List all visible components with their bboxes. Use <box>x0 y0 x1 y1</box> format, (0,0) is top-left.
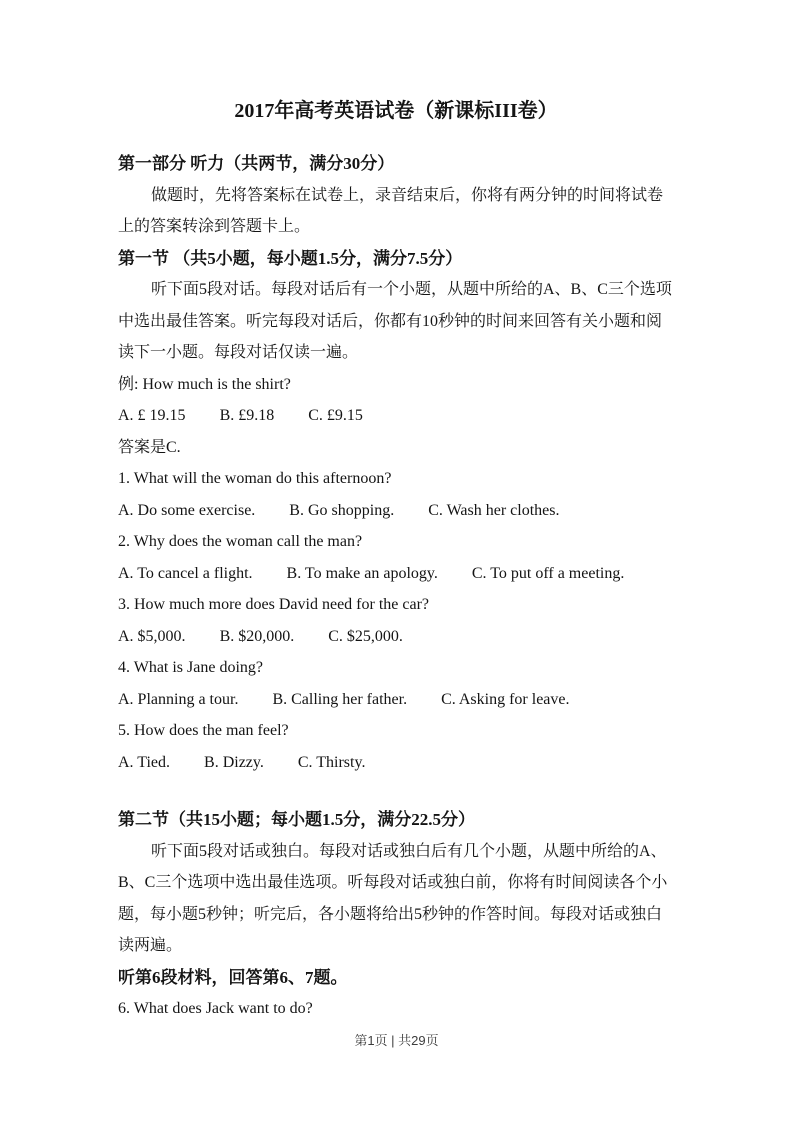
section1-intro-line-2: 中选出最佳答案。听完每段对话后，你都有10秒钟的时间来回答有关小题和阅 <box>118 312 663 330</box>
section2-heading: 第二节（共15小题；每小题1.5分，满分22.5分） <box>118 810 475 829</box>
section1-heading: 第一节 （共5小题，每小题1.5分，满分7.5分） <box>118 248 463 268</box>
part1-intro-line-2: 上的答案转涂到答题卡上。 <box>118 218 311 235</box>
question-2-option-b: B. To make an apology. <box>286 564 438 582</box>
question-3-option-a: A. $5,000. <box>118 627 186 645</box>
page-footer: 第1页 | 共29页 <box>354 1033 439 1048</box>
section2-intro-line-4: 读两遍。 <box>118 937 183 954</box>
question-5-options-row <box>118 747 674 779</box>
section1-intro-line-1: 听下面5段对话。每段对话后有一个小题，从题中所给的A、B、C三个选项 <box>151 281 672 298</box>
question-1-option-b: B. Go shopping. <box>289 501 395 519</box>
question-2-text: 2. Why does the woman call the man? <box>118 533 363 550</box>
question-1-text: 1. What will the woman do this afternoon? <box>118 470 392 487</box>
question-3-option-c: C. $25,000. <box>328 627 403 645</box>
example-question: 例: How much is the shirt? <box>118 375 291 393</box>
part1-heading: 第一部分 听力（共两节，满分30分） <box>118 154 395 173</box>
question-4-option-a: A. Planning a tour. <box>118 690 239 708</box>
section1-intro-line-3: 读下一小题。每段对话仅读一遍。 <box>118 344 359 361</box>
question-5-text: 5. How does the man feel? <box>118 722 289 739</box>
question-1-options-row <box>118 495 674 527</box>
section2-intro-line-3: 题，每小题5秒钟；听完后，各小题将给出5秒钟的作答时间。每段对话或独白 <box>118 905 663 923</box>
question-4-option-b: B. Calling her father. <box>272 690 408 708</box>
example-options-row <box>118 400 674 432</box>
material6-heading: 听第6段材料，回答第6、7题。 <box>118 967 348 987</box>
question-5-option-b: B. Dizzy. <box>204 753 264 771</box>
question-1-option-a: A. Do some exercise. <box>118 501 256 519</box>
question-4-text: 4. What is Jane doing? <box>118 659 264 676</box>
question-2-option-a: A. To cancel a flight. <box>118 564 253 582</box>
question-3-options-row <box>118 621 674 653</box>
question-4-option-c: C. Asking for leave. <box>441 690 570 708</box>
example-option-c: C. £9.15 <box>308 407 363 424</box>
section2-intro-line-1: 听下面5段对话或独白。每段对话或独白后有几个小题，从题中所给的A、 <box>151 842 667 860</box>
example-option-a: A. £ 19.15 <box>118 407 186 424</box>
question-2-options-row <box>118 558 674 590</box>
example-option-b: B. £9.18 <box>219 407 275 424</box>
example-answer: 答案是C. <box>118 438 181 456</box>
question-3-option-b: B. $20,000. <box>219 627 295 645</box>
part1-intro-line-1: 做题时，先将答案标在试卷上，录音结束后，你将有两分钟的时间将试卷 <box>151 186 664 204</box>
question-1-option-c: C. Wash her clothes. <box>428 501 560 519</box>
question-3-text: 3. How much more does David need for the car? <box>118 596 429 613</box>
section-gap <box>118 778 674 804</box>
question-2-option-c: C. To put off a meeting. <box>471 564 625 582</box>
exam-title: 2017年高考英语试卷（新课标III卷） <box>234 100 558 122</box>
question-5-option-c: C. Thirsty. <box>297 753 366 771</box>
question-6-text: 6. What does Jack want to do? <box>118 1000 313 1017</box>
question-4-options-row <box>118 684 674 716</box>
section2-intro-line-2: B、C三个选项中选出最佳选项。听每段对话或独白前，你将有时间阅读各个小 <box>118 874 668 891</box>
question-5-option-a: A. Tied. <box>118 753 171 771</box>
